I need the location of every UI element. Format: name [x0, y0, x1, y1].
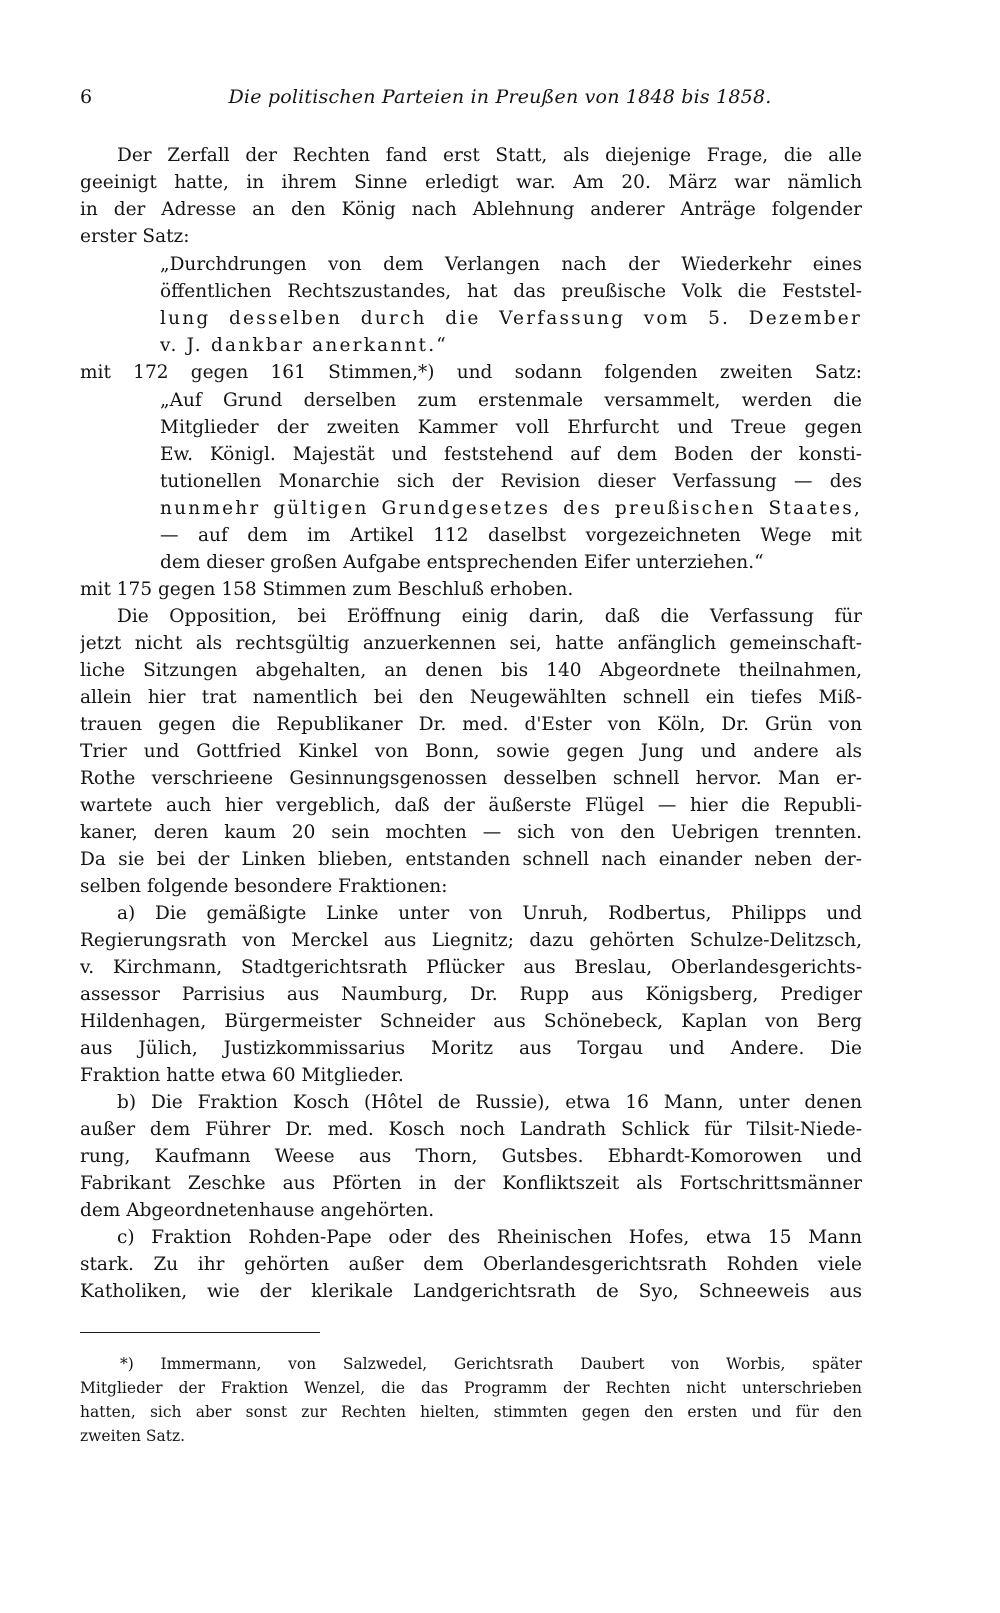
text-line: liche Sitzungen abgehalten, an denen bis 140 Abgeordnete theilnahmen, [80, 660, 862, 681]
quote-line: Ew. Königl. Majestät und feststehend auf dem Boden der konsti- [160, 444, 862, 465]
quote-line: v. J. dankbar anerkannt.“ [160, 335, 448, 356]
text-line: c) Fraktion Rohden-Pape oder des Rheinischen Hofes, etwa 15 Mann [117, 1227, 862, 1248]
footnote-divider [80, 1332, 320, 1333]
text-line: Hildenhagen, Bürgermeister Schneider aus Schönebeck, Kaplan von Berg [80, 1011, 862, 1032]
text-line: Rothe verschrieene Gesinnungsgenossen desselben schnell hervor. Man er- [80, 768, 862, 789]
quote-line: öffentlichen Rechtszustandes, hat das preußische Volk die Feststel- [160, 281, 862, 302]
text-line: Der Zerfall der Rechten fand erst Statt, als diejenige Frage, die alle [117, 145, 862, 166]
text-line: mit 172 gegen 161 Stimmen,*) und sodann folgenden zweiten Satz: [80, 362, 862, 383]
running-title: Die politischen Parteien in Preußen von 1848 bis 1858. [228, 86, 772, 108]
quote-line: lung desselben durch die Verfassung vom 5. Dezember [160, 308, 862, 329]
text-line: Katholiken, wie der klerikale Landgerichtsrath de Syo, Schneeweis aus [80, 1281, 862, 1302]
text-line: a) Die gemäßigte Linke unter von Unruh, Rodbertus, Philipps und [117, 903, 862, 924]
text-line: wartete auch hier vergeblich, daß der äußerste Flügel — hier die Republi- [80, 795, 862, 816]
text-line: Fraktion hatte etwa 60 Mitglieder. [80, 1065, 404, 1086]
text-line: kaner, deren kaum 20 sein mochten — sich von den Uebrigen trennten. [80, 822, 862, 843]
text-line: jetzt nicht als rechtsgültig anzuerkennen sei, hatte anfänglich gemeinschaft- [80, 633, 862, 654]
quote-line: nunmehr gültigen Grundgesetzes des preußischen Staates, [160, 498, 862, 519]
text-line: rung, Kaufmann Weese aus Thorn, Gutsbes. Ebhardt-Komorowen und [80, 1146, 862, 1167]
text-line: stark. Zu ihr gehörten außer dem Oberlandesgerichtsrath Rohden viele [80, 1254, 862, 1275]
footnote-line: Mitglieder der Fraktion Wenzel, die das Programm der Rechten nicht unterschrieben [80, 1379, 862, 1397]
text-line: aus Jülich, Justizkommissarius Moritz aus Torgau und Andere. Die [80, 1038, 862, 1059]
footnote-line: *) Immermann, von Salzwedel, Gerichtsrath Daubert von Worbis, später [120, 1355, 862, 1373]
footnote-line: zweiten Satz. [80, 1427, 186, 1445]
quote-line: tutionellen Monarchie sich der Revision dieser Verfassung — des [160, 471, 862, 492]
text-line: assessor Parrisius aus Naumburg, Dr. Rupp aus Königsberg, Prediger [80, 984, 862, 1005]
quote-line: „Auf Grund derselben zum erstenmale versammelt, werden die [160, 390, 862, 411]
quote-line: Mitglieder der zweiten Kammer voll Ehrfurcht und Treue gegen [160, 417, 862, 438]
text-line: dem Abgeordnetenhause angehörten. [80, 1200, 435, 1221]
footnote-line: hatten, sich aber sonst zur Rechten hielten, stimmten gegen den ersten und für den [80, 1403, 862, 1421]
text-line: v. Kirchmann, Stadtgerichtsrath Pflücker aus Breslau, Oberlandesgerichts- [80, 957, 862, 978]
quote-line: „Durchdrungen von dem Verlangen nach der Wiederkehr eines [160, 254, 862, 275]
text-line: in der Adresse an den König nach Ablehnung anderer Anträge folgender [80, 199, 862, 220]
text-line: mit 175 gegen 158 Stimmen zum Beschluß erhoben. [80, 579, 574, 600]
text-line: b) Die Fraktion Kosch (Hôtel de Russie), etwa 16 Mann, unter denen [117, 1092, 862, 1113]
text-line: selben folgende besondere Fraktionen: [80, 876, 448, 897]
text-line: Regierungsrath von Merckel aus Liegnitz; dazu gehörten Schulze-Delitzsch, [80, 930, 862, 951]
text-line: Da sie bei der Linken blieben, entstanden schnell nach einander neben der- [80, 849, 862, 870]
quote-line: dem dieser großen Aufgabe entsprechenden Eifer unterziehen.“ [160, 552, 764, 573]
text-line: Trier und Gottfried Kinkel von Bonn, sowie gegen Jung und andere als [80, 741, 862, 762]
quote-line: — auf dem im Artikel 112 daselbst vorgezeichneten Wege mit [160, 525, 862, 546]
text-line: Fabrikant Zeschke aus Pförten in der Konfliktszeit als Fortschrittsmänner [80, 1173, 862, 1194]
page-number: 6 [80, 86, 93, 108]
text-line: erster Satz: [80, 226, 190, 247]
text-line: allein hier trat namentlich bei den Neugewählten schnell ein tiefes Miß- [80, 687, 862, 708]
text-line: trauen gegen die Republikaner Dr. med. d'Ester von Köln, Dr. Grün von [80, 714, 862, 735]
text-line: außer dem Führer Dr. med. Kosch noch Landrath Schlick für Tilsit-Niede- [80, 1119, 862, 1140]
text-line: Die Opposition, bei Eröffnung einig darin, daß die Verfassung für [117, 606, 862, 627]
text-line: geeinigt hatte, in ihrem Sinne erledigt war. Am 20. März war nämlich [80, 172, 862, 193]
running-header [80, 86, 880, 116]
